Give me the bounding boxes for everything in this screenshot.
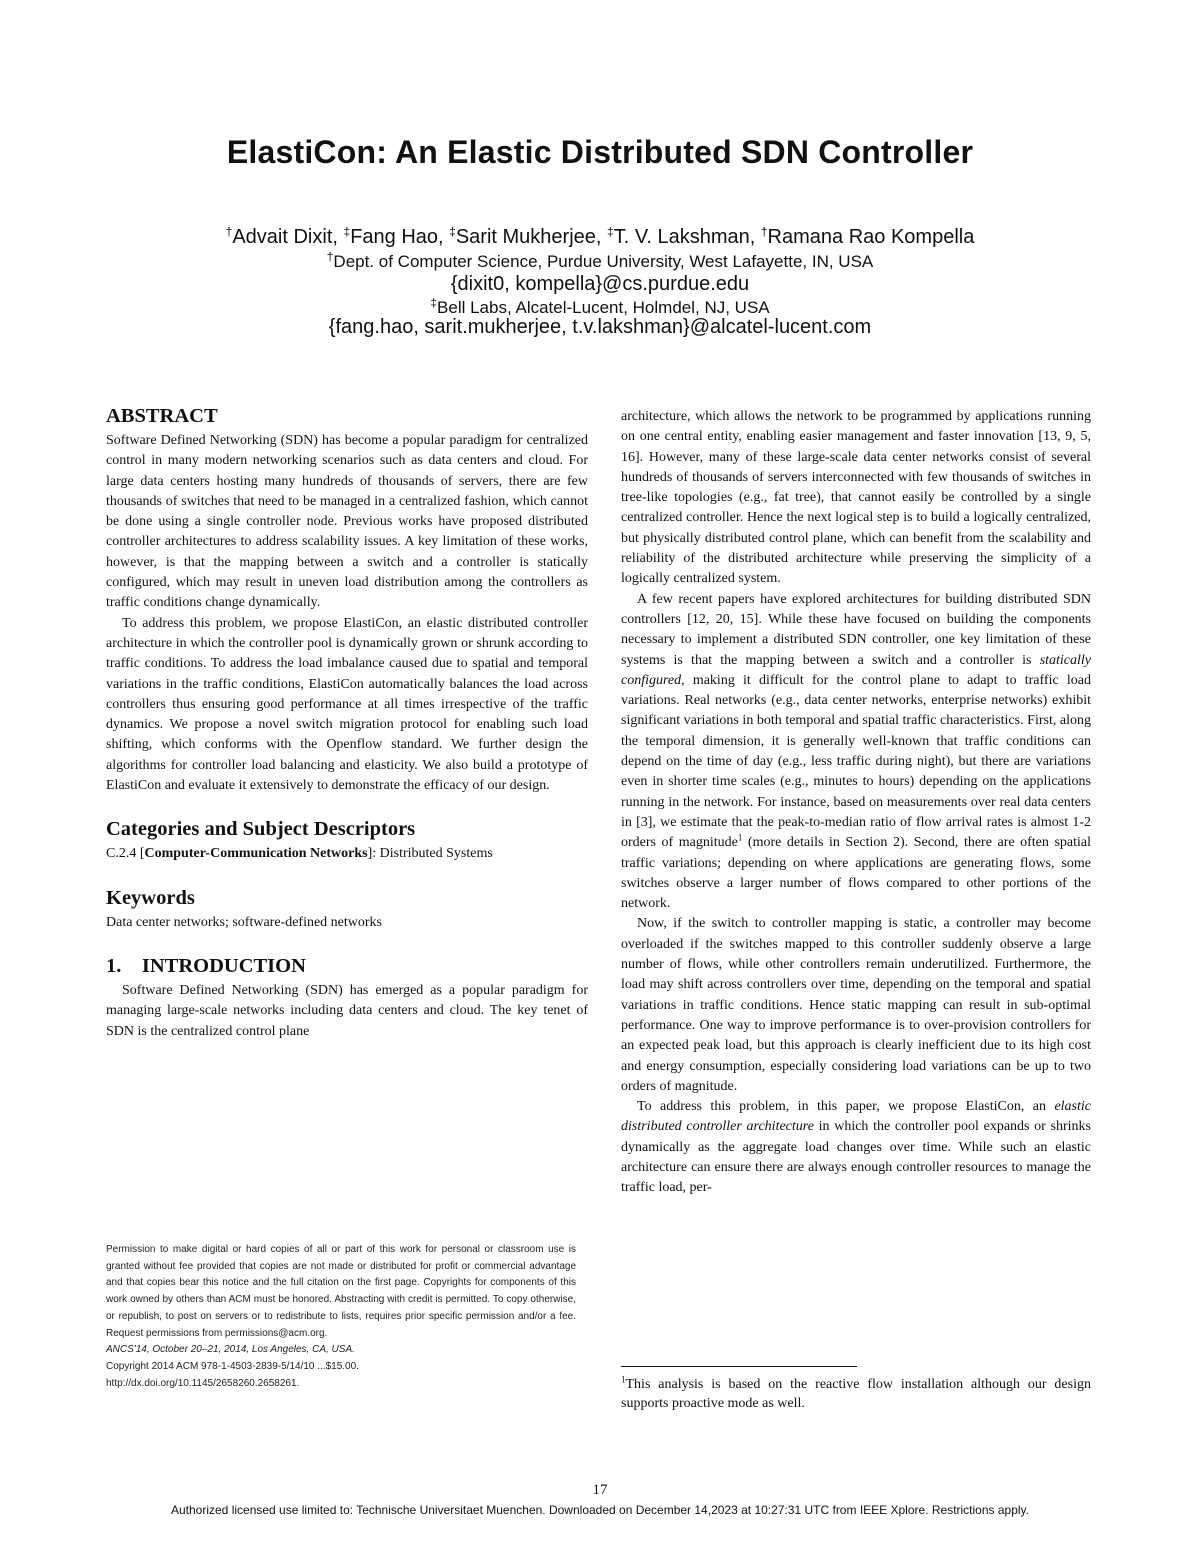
abstract-paragraph: Software Defined Networking (SDN) has become a popular paradigm for centralized control in many modern networking scenarios such as data centers and cloud. For large data centers hosting many hundreds of thousands of servers, there are few thousands of switches that need to be managed in a centralized fashion, which cannot be done using a single controller node. Previous works have proposed distributed controller architectures to address scalability issues. A key limitation of these works, however, is that the mapping between a switch and a controller is statically configured, which may result in uneven load distribution among the controllers as traffic conditions change dynamically. [106, 433, 588, 611]
keywords-heading: Keywords [106, 886, 195, 909]
introduction-paragraph: Software Defined Networking (SDN) has emerged as a popular paradigm for managing large-scale networks including data centers and cloud. The key tenet of SDN is the centralized control plane [106, 982, 588, 1039]
body-paragraph: A few recent papers have explored architectures for building distributed SDN controllers [12, 20, 15]. While these have focused on building the components necessary to implement a distributed SDN controller, one key limitation of these systems is that the mapping between a switch and a controller is statically configured, making it difficult for the control plane to adapt to traffic load variations. Real networks (e.g., data center networks, enterprise networks) exhibit significant variations in both temporal and spatial traffic characteristics. First, along the temporal dimension, it is generally well-known that traffic conditions can depend on the time of day (e.g., less traffic during night), but there are variations even in shorter time scales (e.g., minutes to hours) depending on the applications running in the network. For instance, based on measurements over real data centers in [3], we estimate that the peak-to-median ratio of flow arrival rates is almost 1-2 orders of magnitude$^1$ (more details in Section 2). Second, there are often spatial traffic variations; depending on where applications are generating flows, some switches observe a larger number of flows compared to other portions of the network. [621, 591, 1092, 912]
venue-text: ANCS'14, October 20–21, 2014, Los Angeles, CA, USA. [106, 1344, 355, 1356]
copyright-text: Copyright 2014 ACM 978-1-4503-2839-5/14/10 ...$15.00. [106, 1360, 359, 1372]
abstract-heading: ABSTRACT [106, 405, 218, 427]
introduction-heading: 1. INTRODUCTION [106, 954, 306, 977]
doi-text: http://dx.doi.org/10.1145/2658260.2658261. [106, 1377, 300, 1389]
author: †Advait Dixit [225, 224, 333, 248]
permission-text: Permission to make digital or hard copies of all or part of this work for personal or classroom use is granted without fee provided that copies are not made or distributed for profit or commercial advantage and that copies bear this notice and the full citation on the first page. Copyrights for components of this work owned by others than ACM must be honored. Abstracting with credit is permitted. To copy otherwise, or republish, to post on servers or to redistribute to lists, requires prior specific permission and/or a fee. Request permissions from permissions@acm.org. [106, 1244, 576, 1339]
abstract-paragraph: To address this problem, we propose ElastiCon, an elastic distributed controller architecture in which the controller pool is dynamically grown or shrunk according to traffic conditions. To address the load imbalance caused due to spatial and temporal variations in the traffic conditions, ElastiCon automatically balances the load across controllers thus ensuring good performance at all times irrespective of the traffic dynamics. We propose a novel switch migration protocol for enabling such load shifting, which conforms with the Openflow standard. We further design the algorithms for controller load balancing and elasticity. We also build a prototype of ElastiCon and evaluate it extensively to demonstrate the efficacy of our design. [106, 615, 588, 794]
body-paragraph: Now, if the switch to controller mapping is static, a controller may become overloaded if the switches mapped to this controller suddenly observe a large number of flows, while other controllers remain underutilized. Furthermore, the load may shift across controllers over time, depending on the temporal and spatial variations in traffic conditions. Hence static mapping can result in sub-optimal performance. One way to improve performance is to over-provision controllers for an expected peak load, but this approach is clearly inefficient due to its high cost and energy consumption, especially considering load variations can be up to two orders of magnitude. [621, 916, 1091, 1094]
author-email: {dixit0, kompella}@cs.purdue.edu [450, 273, 750, 295]
footnote-divider [621, 1366, 857, 1367]
author: ‡T. V. Lakshman [607, 224, 750, 248]
author: ‡Fang Hao [343, 224, 439, 248]
author-email: {fang.hao, sarit.mukherjee, t.v.lakshman}@alcatel-lucent.com [328, 316, 872, 338]
footnote: $^1$This analysis is based on the reactive flow installation although our design supports proactive mode as well. [621, 1374, 1091, 1411]
author-list: †Advait Dixit, ‡Fang Hao, ‡Sarit Mukherjee, ‡T. V. Lakshman, †Ramana Rao Kompella [225, 224, 975, 248]
affiliation: †Dept. of Computer Science, Purdue University, West Lafayette, IN, USA [326, 249, 874, 271]
categories-text: C.2.4 [Computer-Communication Networks]: Distributed Systems [106, 846, 493, 862]
paper-title: ElastiCon: An Elastic Distributed SDN Controller [226, 134, 974, 170]
affiliation: ‡Bell Labs, Alcatel-Lucent, Holmdel, NJ, USA [430, 295, 770, 317]
categories-heading: Categories and Subject Descriptors [106, 818, 416, 841]
author: ‡Sarit Mukherjee [449, 224, 596, 248]
footnote-marker: 1 [737, 832, 743, 843]
permission-block [106, 1242, 576, 1392]
body-paragraph: To address this problem, in this paper, we propose ElastiCon, an elastic distributed controller architecture in which the controller pool expands or shrinks dynamically as the aggregate load changes over time. While such an elastic architecture can ensure there are always enough controller resources to manage the traffic load, per- [621, 1099, 1091, 1196]
right-column [621, 407, 1091, 1199]
author: †Ramana Rao Kompella [760, 224, 975, 248]
left-column [106, 403, 588, 1042]
body-paragraph: architecture, which allows the network to be programmed by applications running on one central entity, enabling easier management and faster innovation [13, 9, 5, 16]. However, many of these large-scale data center networks consist of several hundreds of thousands of servers interconnected with few thousands of switches in tree-like topologies (e.g., fat tree), that cannot easily be controlled by a single centralized controller. Hence the next logical step is to build a logically centralized, but physically distributed control plane, which can benefit from the scalability and reliability of the distributed architecture while preserving the simplicity of a logically centralized system. [621, 409, 1091, 587]
keywords-text: Data center networks; software-defined networks [106, 914, 383, 930]
page-number: 17 [592, 1482, 608, 1498]
license-notice: Authorized licensed use limited to: Technische Universitaet Muenchen. Downloaded on December 14,2023 at 10:27:31 UTC from IEEE Xplore. Restrictions apply. [170, 1503, 1029, 1517]
